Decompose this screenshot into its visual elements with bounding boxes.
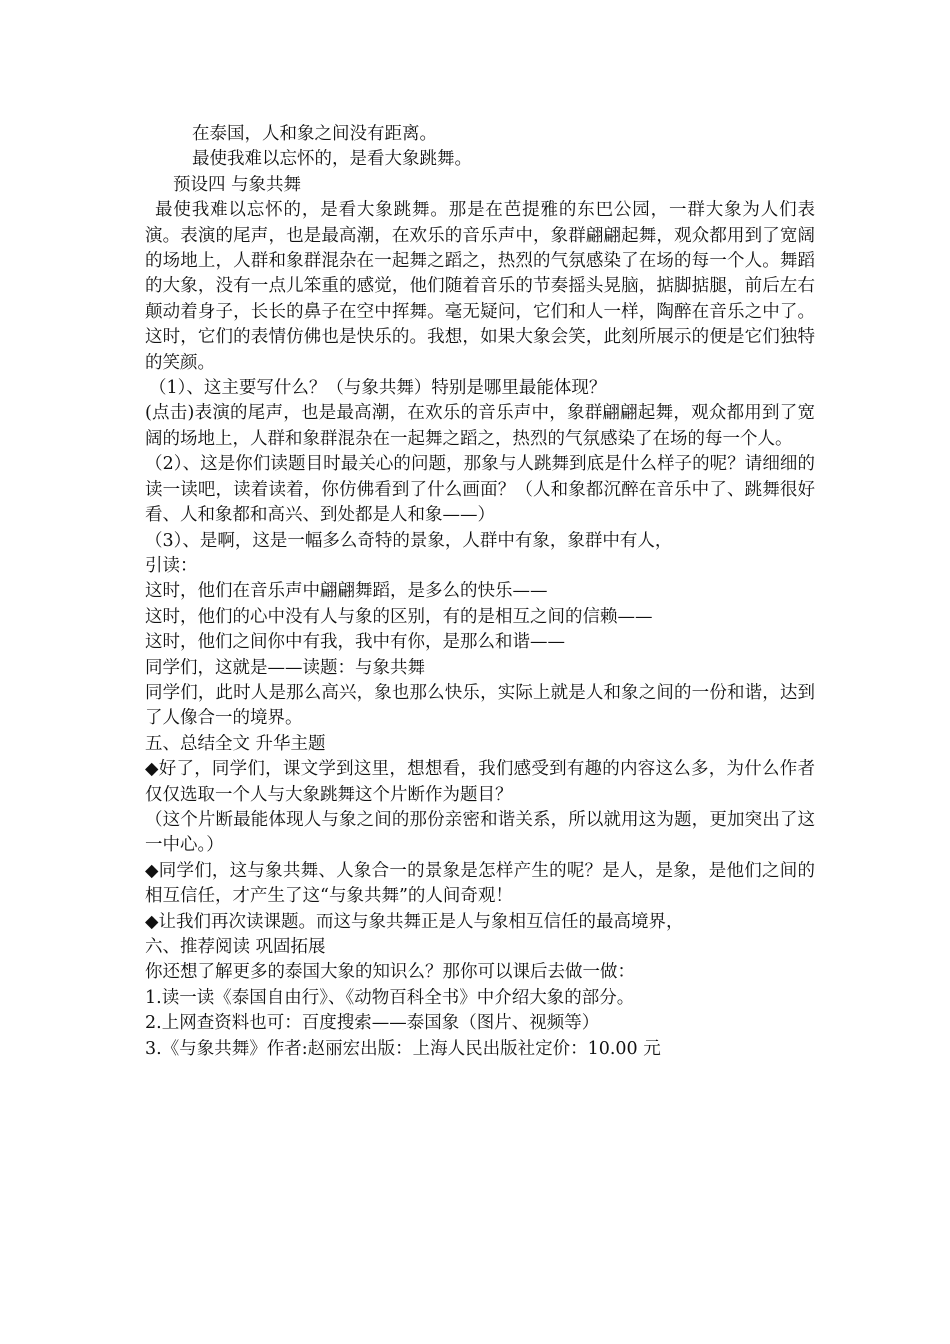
section-heading-five: 五、总结全文 升华主题 (145, 733, 326, 754)
guided-reading-label: 引读： (145, 555, 198, 576)
question-two: （2）、这是你们读题目时最关心的问题，那象与人跳舞到底是什么样子的呢？请细细的读一读吧，读着读着，你仿佛看到了什么画面？（人和象都沉醉在音乐中了、跳舞很好看、人和象都和高兴、到处都是人和象——） (145, 454, 815, 526)
paragraph-harmony-summary: 同学们，此时人是那么高兴，象也那么快乐，实际上就是人和象之间的一份和谐，达到了人像合一的境界。 (145, 682, 815, 729)
recommend-item-3: 3.《与象共舞》作者:赵丽宏出版：上海人民出版社定价：10.00 元 (145, 1038, 661, 1059)
question-three: （3）、是啊，这是一幅多么奇特的景象，人群中有象，象群中有人， (145, 530, 673, 551)
paragraph-excerpt-elephant-dance: 最使我难以忘怀的，是看大象跳舞。那是在芭提雅的东巴公园，一群大象为人们表演。表演的尾声，也是最高潮，在欢乐的音乐声中，象群翩翩起舞，观众都用到了宽阔的场地上，人群和象群混杂在一起舞之蹈之，热烈的气氛感染了在场的每一个人。舞蹈的大象，没有一点儿笨重的感觉，他们随着音乐的节奏摇头晃脑，掂脚掂腿，前后左右颠动着身子，长长的鼻子在空中挥舞。毫无疑问，它们和人一样，陶醉在音乐之中了。这时，它们的表情仿佛也是快乐的。我想，如果大象会笑，此刻所展示的便是它们独特的笑颜。 (145, 200, 815, 373)
guided-line-harmony: 这时，他们之间你中有我，我中有你，是那么和谐—— (145, 632, 565, 653)
paragraph-recommend-intro: 你还想了解更多的泰国大象的知识么？那你可以课后去做一做： (145, 962, 635, 983)
section-heading-preset-four: 预设四 与象共舞 (173, 174, 302, 195)
guided-line-trust: 这时，他们的心中没有人与象的区别，有的是相互之间的信赖—— (145, 606, 653, 627)
bullet-why-this-title: ◆好了，同学们，课文学到这里，想想看，我们感受到有趣的内容这么多，为什么作者仅仅选取一个人与大象跳舞这个片断作为题目？ (145, 759, 815, 805)
paragraph-click-highlight: (点击)表演的尾声，也是最高潮，在欢乐的音乐声中，象群翩翩起舞，观众都用到了宽阔的场地上，人群和象群混杂在一起舞之蹈之，热烈的气氛感染了在场的每一个人。 (145, 403, 815, 449)
paragraph-answer-title-reason: （这个片断最能体现人与象之间的那份亲密和谐关系，所以就用这为题，更加突出了这一中心。） (145, 809, 815, 856)
recommend-item-1: 1.读一读《泰国自由行》、《动物百科全书》中介绍大象的部分。 (145, 987, 635, 1008)
read-title-line: 同学们，这就是——读题：与象共舞 (145, 657, 425, 678)
document-body (145, 122, 815, 1062)
section-heading-six: 六、推荐阅读 巩固拓展 (145, 937, 326, 957)
recommend-item-2: 2.上网查资料也可：百度搜索——泰国象（图片、视频等） (145, 1013, 600, 1034)
bullet-read-title-again: ◆让我们再次读课题。而这与象共舞正是人与象相互信任的最高境界， (145, 911, 684, 932)
paragraph-thailand-no-distance: 在泰国，人和象之间没有距离。 (192, 124, 437, 144)
paragraph-elephant-dance-memory: 最使我难以忘怀的，是看大象跳舞。 (192, 149, 472, 170)
guided-line-joy: 这时，他们在音乐声中翩翩舞蹈，是多么的快乐—— (145, 581, 548, 602)
bullet-mutual-trust: ◆同学们，这与象共舞、人象合一的景象是怎样产生的呢？是人，是象，是他们之间的相互信任，才产生了这“与象共舞”的人间奇观！ (145, 860, 815, 907)
question-one: （1）、这主要写什么？（与象共舞）特别是哪里最能体现？ (149, 378, 607, 399)
